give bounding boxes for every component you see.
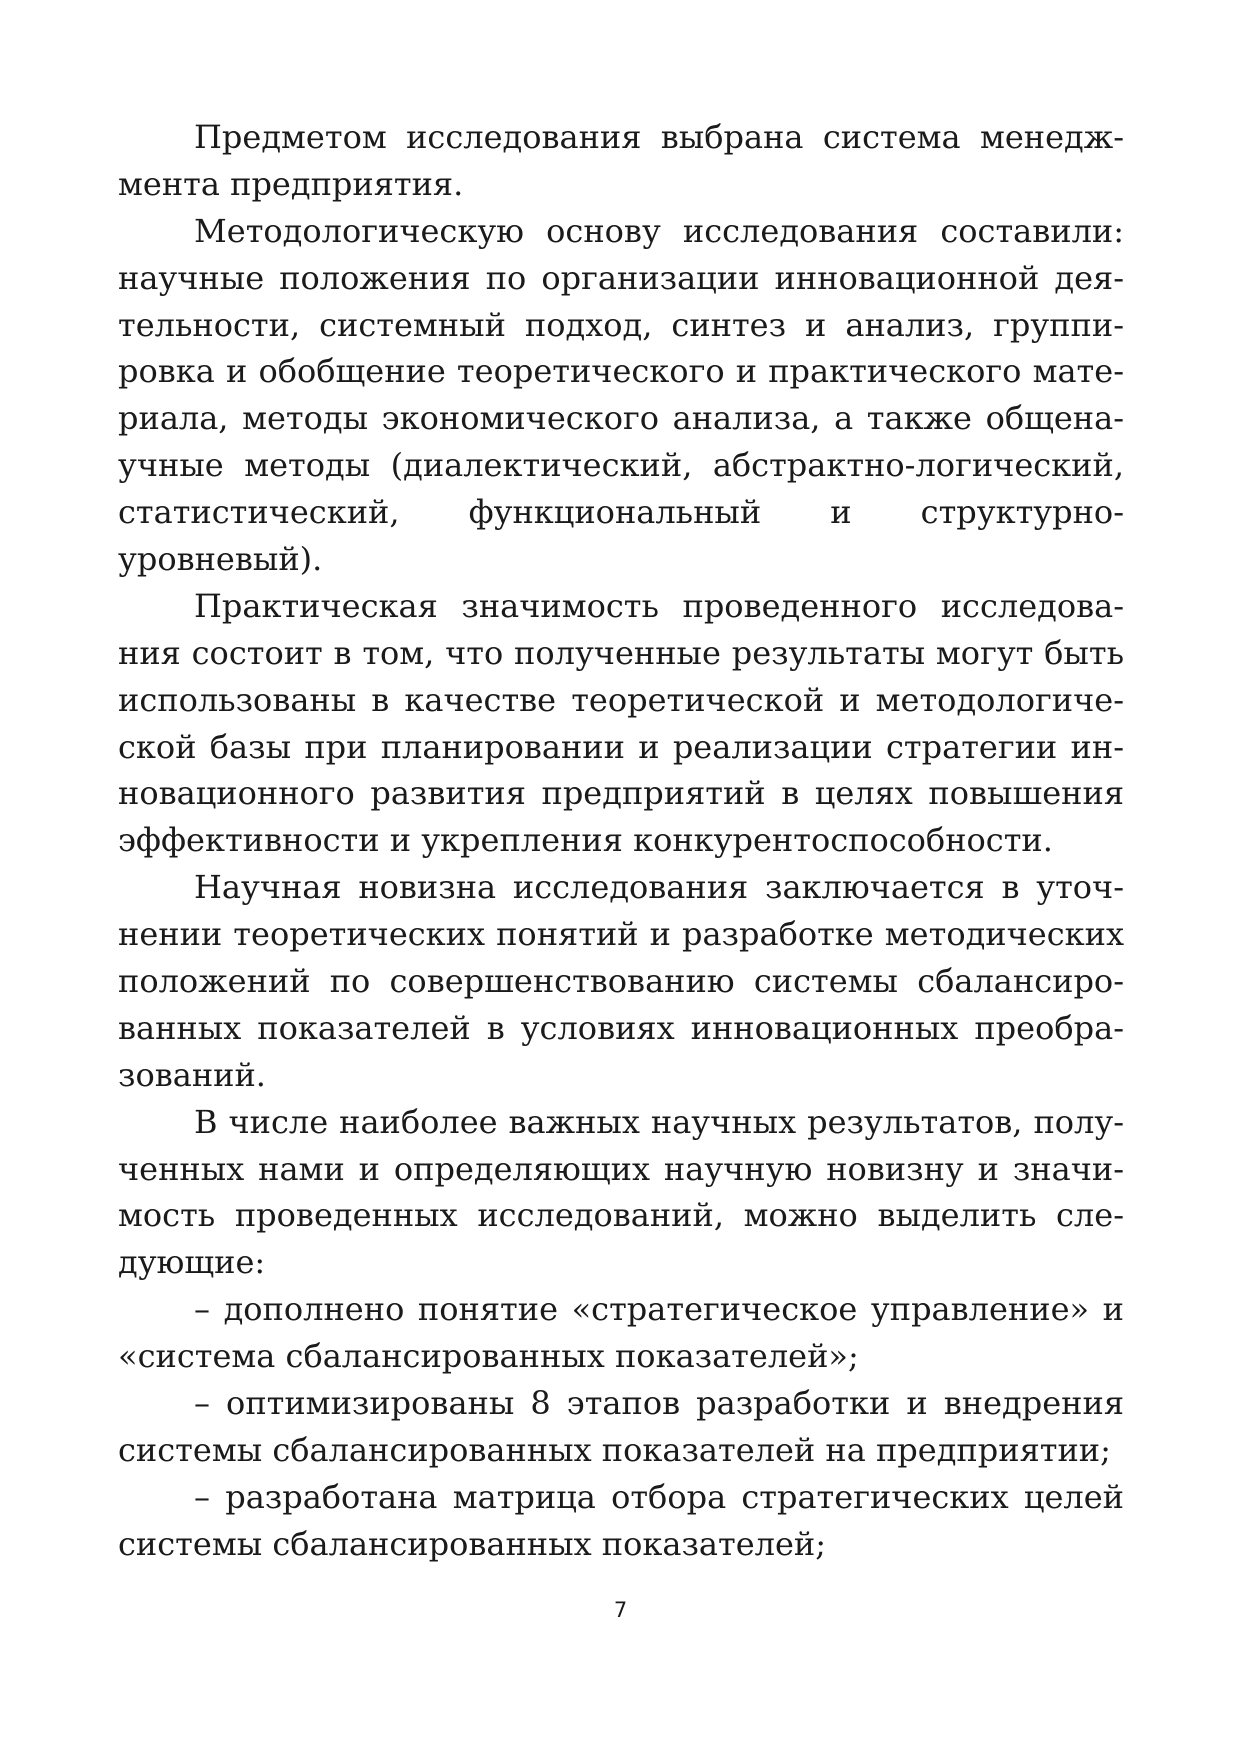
text-line: эффективности и укрепления конкурентоспособности. xyxy=(118,821,1053,860)
text-line: учные методы (диалектический, абстрактно-логический, xyxy=(118,446,1124,485)
list-item-text: системы сбалансированных показателей на предприятии; xyxy=(118,1430,1111,1469)
list-item-text: – дополнено понятие «стратегическое управление» и xyxy=(194,1290,1124,1329)
text-line: В числе наиболее важных научных результатов, полу- xyxy=(194,1102,1124,1141)
text-line: Практическая значимость проведенного исследова- xyxy=(194,586,1124,625)
text-line: уровневый). xyxy=(118,540,323,579)
text-line: Научная новизна исследования заключается в уточ- xyxy=(194,868,1124,907)
text-line: ровка и обобщение теоретического и практического мате- xyxy=(118,352,1124,391)
list-item-text: – оптимизированы 8 этапов разработки и внедрения xyxy=(194,1384,1124,1423)
text-line: ченных нами и определяющих научную новизну и значи- xyxy=(118,1149,1124,1188)
text-line: Предметом исследования выбрана система менедж- xyxy=(194,118,1124,156)
list-item-text: «система сбалансированных показателей»; xyxy=(118,1337,859,1376)
text-line: положений по совершенствованию системы сбалансиро- xyxy=(118,962,1124,1001)
text-line: использованы в качестве теоретической и методологиче- xyxy=(118,680,1124,719)
text-line: нении теоретических понятий и разработке методических xyxy=(118,915,1124,954)
text-line: ния состоит в том, что полученные результаты могут быть xyxy=(118,633,1124,672)
text-line: новационного развития предприятий в целях повышения xyxy=(118,774,1124,813)
text-line: мость проведенных исследований, можно выделить сле- xyxy=(118,1196,1124,1235)
text-line: тельности, системный подход, синтез и анализ, группи- xyxy=(118,305,1124,344)
text-line: ской базы при планировании и реализации стратегии ин- xyxy=(118,727,1124,766)
text-line: мента предприятия. xyxy=(118,164,464,203)
body-text xyxy=(118,114,1124,1568)
text-line: дующие: xyxy=(118,1243,266,1282)
text-line: статистический, функциональный и структурно- xyxy=(118,493,1124,532)
text-line: ванных показателей в условиях инновационных преобра- xyxy=(118,1008,1124,1047)
text-line: риала, методы экономического анализа, а также общена- xyxy=(118,399,1124,438)
text-line: Методологическую основу исследования составили: xyxy=(194,211,1124,250)
list-item-text: системы сбалансированных показателей; xyxy=(118,1524,826,1563)
text-line: научные положения по организации инновационной дея- xyxy=(118,258,1124,297)
list-item-text: – разработана матрица отбора стратегических целей xyxy=(194,1477,1124,1516)
text-line: зований. xyxy=(118,1055,266,1094)
page-number: 7 xyxy=(613,1598,628,1622)
